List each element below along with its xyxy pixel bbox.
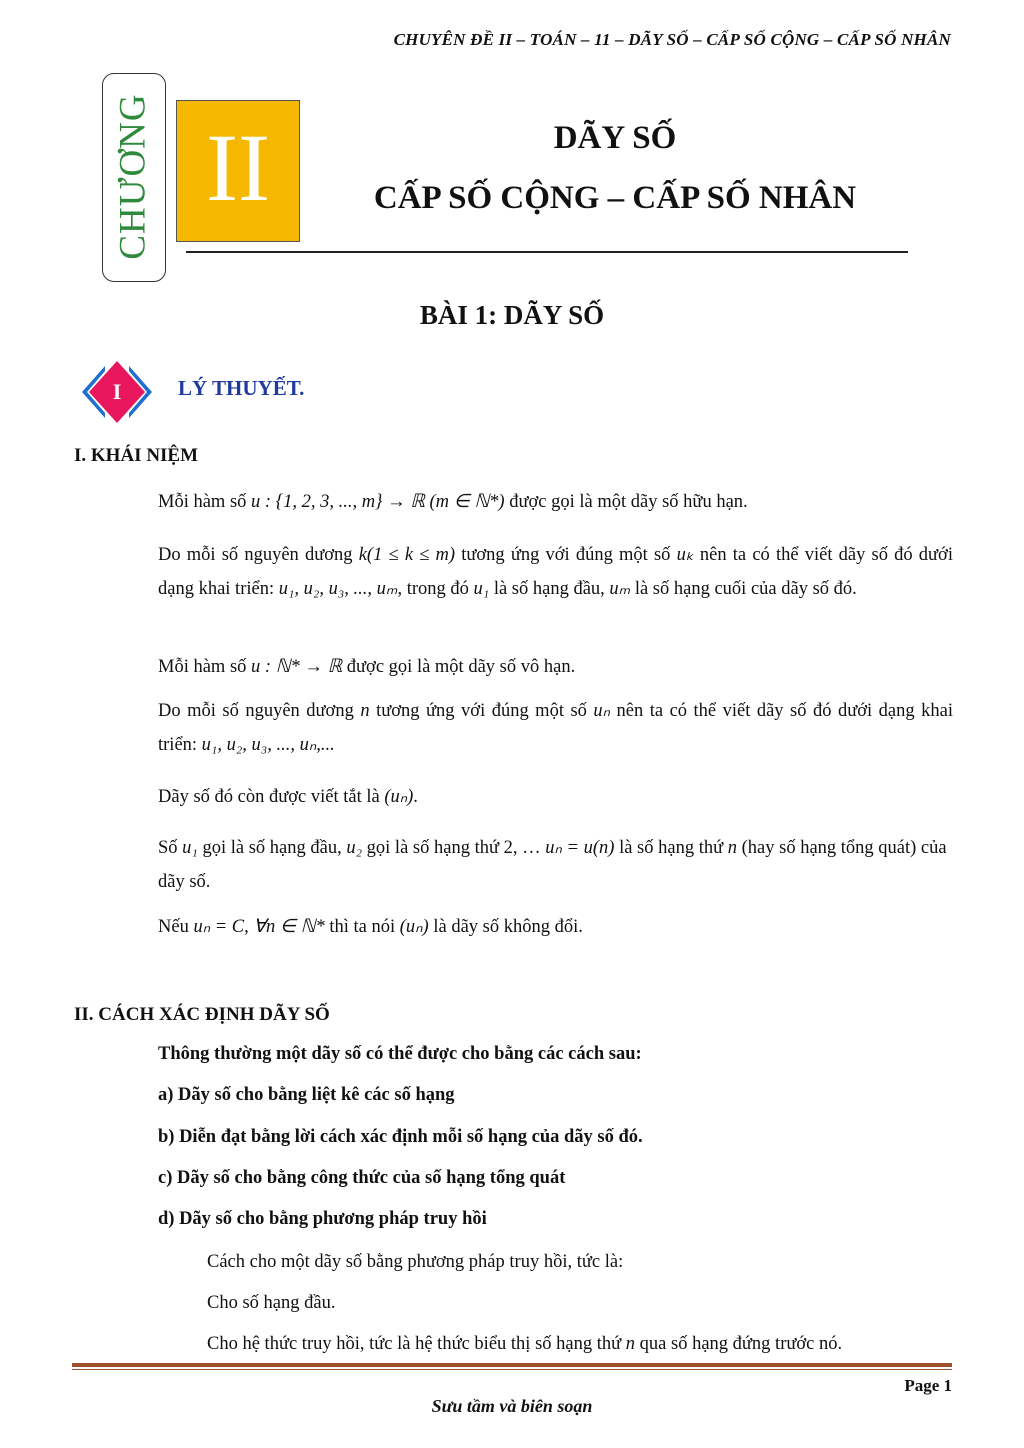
page-number: Page 1 (904, 1376, 952, 1395)
footer-rule-thin (72, 1369, 952, 1370)
paragraph-1: Mỗi hàm số u : {1, 2, 3, ..., m} → ℝ (m ∈ ℕ*) được gọi là một dãy số hữu hạn. (158, 492, 748, 512)
lesson-title: BÀI 1: DÃY SỐ (419, 300, 605, 330)
math-expr: u : {1, 2, 3, ..., m} → ℝ (m ∈ ℕ*) (251, 492, 505, 512)
chapter-number-box (176, 100, 300, 242)
paragraph-6: Số u₁ gọi là số hạng đầu, u₂ gọi là số hạng thứ 2, … uₙ = u(n) là số hạng thứ n (hay số hạng tổng quát) của dãy số. (158, 838, 947, 892)
method-d: d) Dãy số cho bằng phương pháp truy hồi (158, 1209, 487, 1229)
chapter-label: CHƯƠNG (112, 93, 154, 260)
chapter-number: II (206, 114, 270, 221)
footer-credit: Sưu tầm và biên soạn (431, 1396, 593, 1416)
paragraph-7: Nếu uₙ = C, ∀n ∈ ℕ* thì ta nói (uₙ) là dãy số không đổi. (158, 917, 583, 937)
footer-rule (72, 1363, 952, 1367)
chapter-title-line2: CẤP SỐ CỘNG – CẤP SỐ NHÂN (373, 180, 857, 216)
title-divider (186, 251, 908, 253)
chapter-title-line1: DÃY SỐ (553, 120, 677, 156)
method-a: a) Dãy số cho bằng liệt kê các số hạng (158, 1085, 455, 1105)
paragraph-4: Do mỗi số nguyên dương n tương ứng với đúng một số uₙ nên ta có thể viết dãy số đó dưới dạng khai triển: u₁, u₂, u₃, ..., uₙ,... (158, 701, 953, 755)
paragraph-2: Do mỗi số nguyên dương k(1 ≤ k ≤ m) tương ứng với đúng một số uₖ nên ta có thể viết dãy số đó dưới dạng khai triển: u₁, u₂, u₃, ..., uₘ, trong đó u₁ là số hạng đầu, uₘ là số hạng cuối của dãy số đó. (158, 545, 953, 599)
recursive-step-2: Cho hệ thức truy hồi, tức là hệ thức biểu thị số hạng thứ n qua số hạng đứng trước nó. (207, 1334, 843, 1354)
paragraph-5: Dãy số đó còn được viết tắt là (uₙ). (158, 787, 418, 807)
heading-cach-xac-dinh: II. CÁCH XÁC ĐỊNH DÃY SỐ (74, 1004, 330, 1025)
intro-line: Thông thường một dãy số có thể được cho bằng các cách sau: (158, 1044, 642, 1064)
running-header: CHUYÊN ĐỀ II – TOÁN – 11 – DÃY SỐ – CẤP SỐ CỘNG – CẤP SỐ NHÂN (393, 30, 951, 49)
recursive-desc: Cách cho một dãy số bằng phương pháp truy hồi, tức là: (207, 1252, 624, 1272)
section-title: LÝ THUYẾT. (178, 376, 305, 400)
recursive-step-1: Cho số hạng đầu. (207, 1293, 336, 1313)
section-badge (72, 360, 162, 424)
paragraph-3: Mỗi hàm số u : ℕ* → ℝ được gọi là một dãy số vô hạn. (158, 657, 576, 677)
method-b: b) Diễn đạt bằng lời cách xác định mỗi số hạng của dãy số đó. (158, 1127, 643, 1147)
heading-khai-niem: I. KHÁI NIỆM (74, 445, 199, 466)
section-badge-label: I (112, 379, 122, 404)
method-c: c) Dãy số cho bằng công thức của số hạng tổng quát (158, 1168, 566, 1188)
